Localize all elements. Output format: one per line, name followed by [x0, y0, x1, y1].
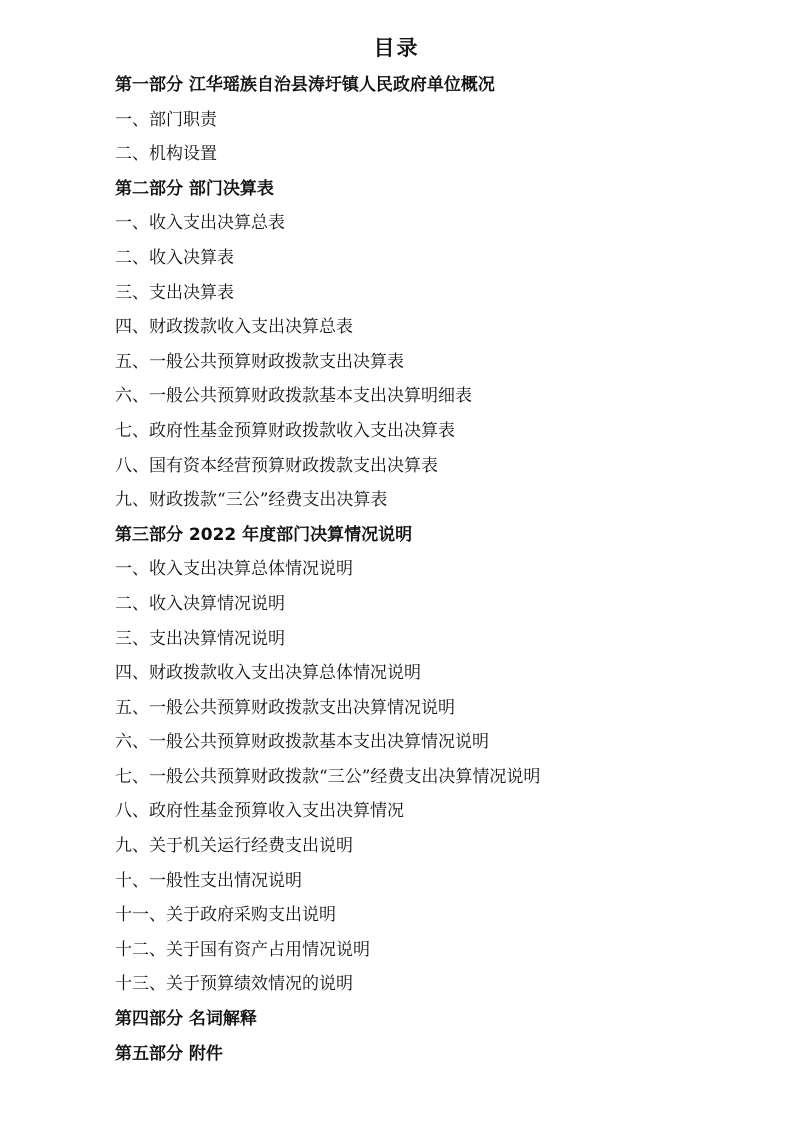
toc-entry: 四、财政拨款收入支出决算总表	[115, 317, 353, 338]
toc-entry: 八、政府性基金预算收入支出决算情况	[115, 801, 404, 822]
toc-entry: 一、收入支出决算总表	[115, 213, 285, 234]
toc-part-heading: 第四部分 名词解释	[115, 1009, 257, 1030]
toc-entry: 二、收入决算表	[115, 247, 234, 268]
toc-part-heading: 第三部分 2022 年度部门决算情况说明	[115, 524, 413, 545]
toc-entry: 八、国有资本经营预算财政拨款支出决算表	[115, 455, 438, 476]
toc-entry: 十、一般性支出情况说明	[115, 870, 302, 891]
toc-entry: 四、财政拨款收入支出决算总体情况说明	[115, 663, 421, 684]
toc-part-heading: 第二部分 部门决算表	[115, 178, 274, 199]
toc-entry: 五、一般公共预算财政拨款支出决算情况说明	[115, 697, 455, 718]
toc-entry: 一、部门职责	[115, 109, 217, 130]
toc-entry: 六、一般公共预算财政拨款基本支出决算明细表	[115, 386, 472, 407]
toc-entry: 六、一般公共预算财政拨款基本支出决算情况说明	[115, 732, 489, 753]
toc-title: 目录	[373, 36, 420, 60]
toc-entry: 三、支出决算情况说明	[115, 628, 285, 649]
toc-entry: 二、收入决算情况说明	[115, 593, 285, 614]
toc-entry: 九、财政拨款“三公”经费支出决算表	[115, 490, 388, 511]
toc-part-heading: 第五部分 附件	[115, 1043, 223, 1064]
toc-entry: 三、支出决算表	[115, 282, 234, 303]
toc-entry: 二、机构设置	[115, 144, 217, 165]
toc-entry: 九、关于机关运行经费支出说明	[115, 836, 353, 857]
toc-entry: 十一、关于政府采购支出说明	[115, 905, 336, 926]
toc-entry: 七、政府性基金预算财政拨款收入支出决算表	[115, 420, 455, 441]
toc-entry: 一、收入支出决算总体情况说明	[115, 559, 353, 580]
toc-entry: 七、一般公共预算财政拨款“三公”经费支出决算情况说明	[115, 766, 541, 787]
toc-part-heading: 第一部分 江华瑶族自治县涛圩镇人民政府单位概况	[115, 75, 495, 95]
toc-entry: 十二、关于国有资产占用情况说明	[115, 939, 370, 960]
table-of-contents	[115, 68, 755, 1071]
toc-entry: 十三、关于预算绩效情况的说明	[115, 974, 353, 995]
toc-entry: 五、一般公共预算财政拨款支出决算表	[115, 351, 404, 372]
